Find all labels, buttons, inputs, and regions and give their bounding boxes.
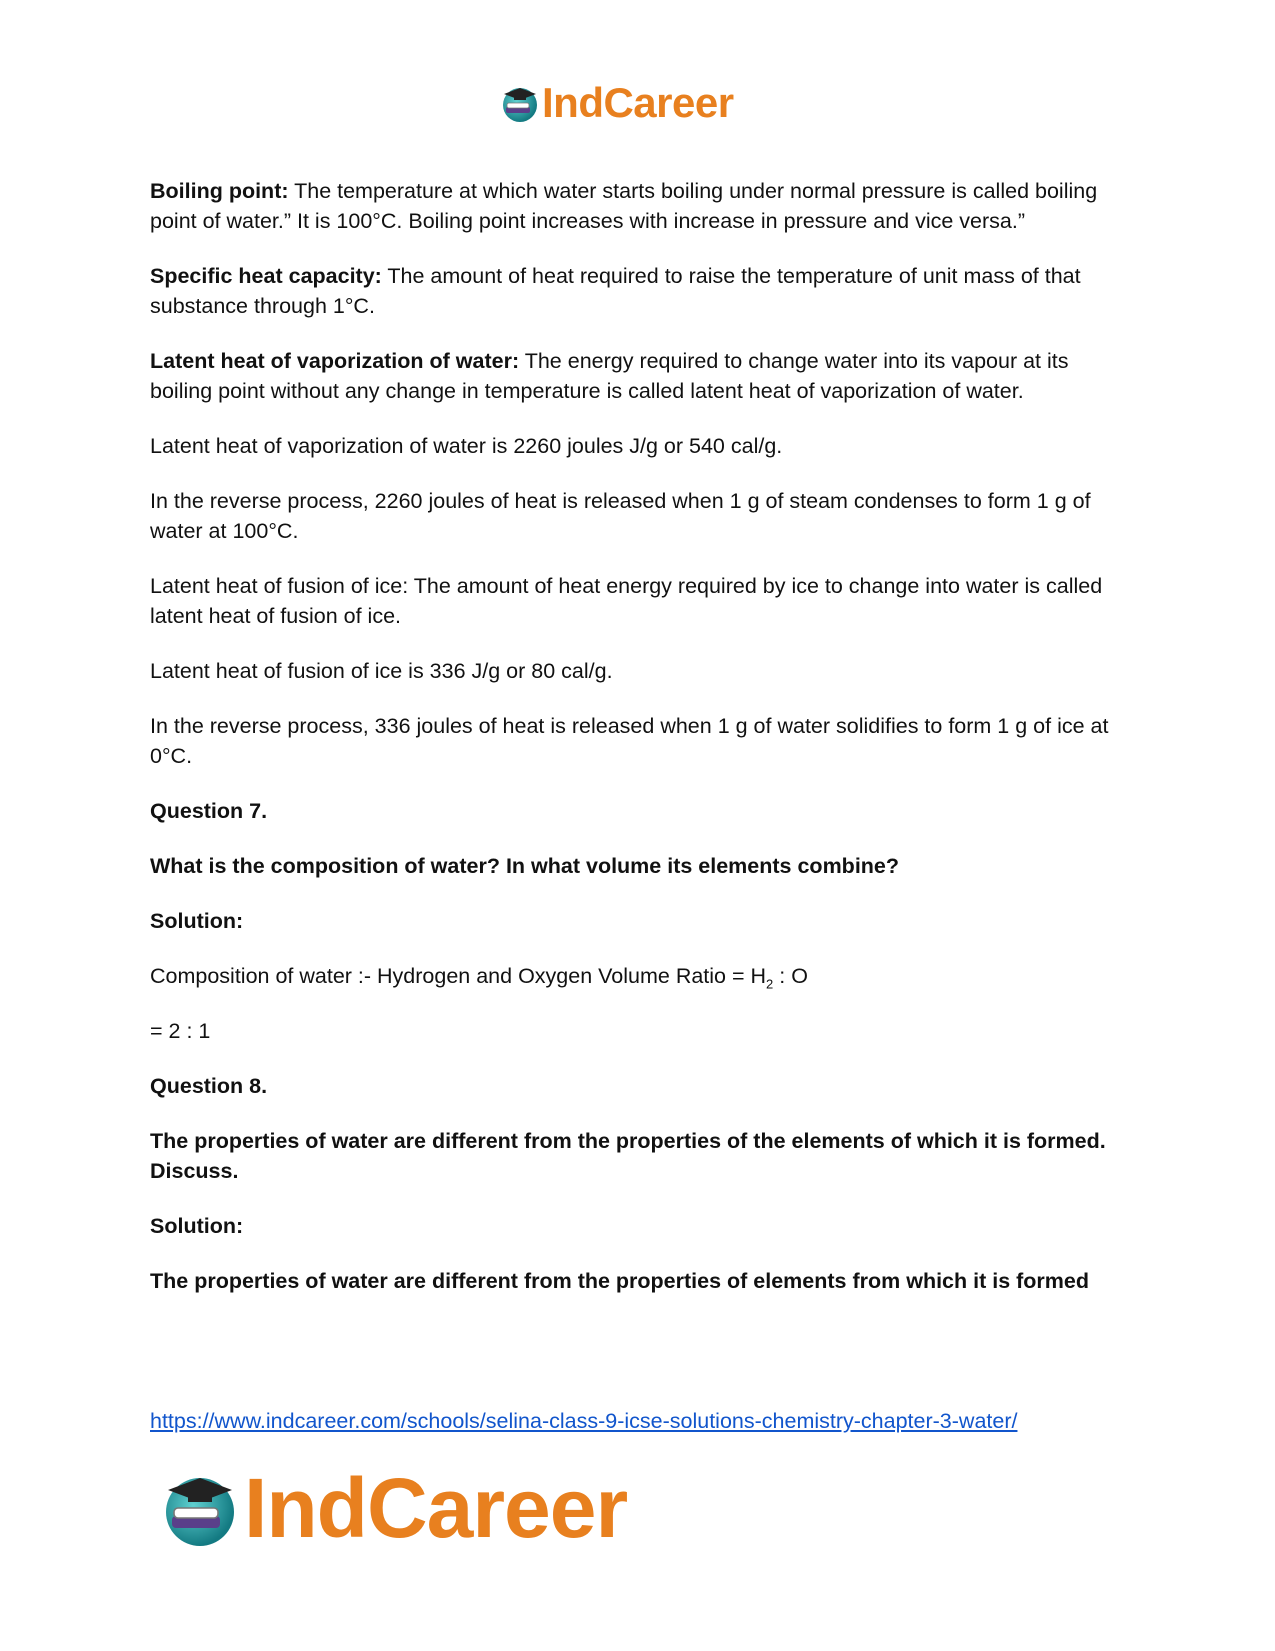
question-8-text: The properties of water are different from the properties of the elements of which it is formed. Discuss.: [150, 1129, 1106, 1183]
definition-boiling-point: The temperature at which water starts boiling under normal pressure is called boiling point of water.” It is 100°C. Boiling point increases with increase in pressure and vice versa.”: [150, 179, 1098, 233]
header-logo: [500, 78, 734, 128]
paragraph-fusion-value: Latent heat of fusion of ice is 336 J/g or 80 cal/g.: [150, 659, 613, 683]
question-7-text: What is the composition of water? In what volume its elements combine?: [150, 854, 900, 878]
paragraph-reverse-condensation: In the reverse process, 2260 joules of heat is released when 1 g of steam condenses to form 1 g of water at 100°C.: [150, 489, 1091, 543]
graduation-cap-globe-icon: [160, 1468, 240, 1548]
answer-subscript: 2: [766, 976, 774, 992]
footer-logo: [160, 1463, 627, 1553]
paragraph-latent-heat-vaporization: [150, 346, 1125, 406]
paragraph-vaporization-value: Latent heat of vaporization of water is 2260 joules J/g or 540 cal/g.: [150, 434, 783, 458]
document-body: [150, 176, 1125, 1321]
definition-specific-heat: The amount of heat required to raise the temperature of unit mass of that substance through 1°C.: [150, 264, 1081, 318]
term-specific-heat: Specific heat capacity:: [150, 264, 382, 288]
logo-wordmark: IndCareer: [244, 1461, 628, 1555]
paragraph-specific-heat: [150, 261, 1125, 321]
paragraph-latent-heat-fusion: Latent heat of fusion of ice: The amount of heat energy required by ice to change into water is called latent heat of fusion of ice.: [150, 574, 1103, 628]
logo-wordmark: IndCareer: [542, 79, 734, 126]
source-link[interactable]: https://www.indcareer.com/schools/selina-class-9-icse-solutions-chemistry-chapter-3-water/: [150, 1409, 1018, 1433]
question-7-solution-label: Solution:: [150, 909, 244, 933]
question-7-ratio: = 2 : 1: [150, 1019, 211, 1043]
graduation-cap-globe-icon: [500, 83, 540, 123]
paragraph-reverse-solidification: In the reverse process, 336 joules of heat is released when 1 g of water solidifies to form 1 g of ice at 0°C.: [150, 714, 1109, 768]
answer-composition-tail: : O: [773, 964, 808, 988]
question-8-answer: The properties of water are different from the properties of elements from which it is formed: [150, 1269, 1089, 1293]
question-7-answer: [150, 961, 1125, 991]
question-7-label: Question 7.: [150, 799, 268, 823]
answer-composition-text: Composition of water :- Hydrogen and Oxygen Volume Ratio = H: [150, 964, 767, 988]
term-latent-heat-vaporization: Latent heat of vaporization of water:: [150, 349, 520, 373]
question-8-solution-label: Solution:: [150, 1214, 244, 1238]
question-8-label: Question 8.: [150, 1074, 268, 1098]
term-boiling-point: Boiling point:: [150, 179, 289, 203]
paragraph-boiling-point: [150, 176, 1125, 236]
definition-latent-heat-vaporization: The energy required to change water into its vapour at its boiling point without any change in temperature is called latent heat of vaporization of water.: [150, 349, 1069, 403]
